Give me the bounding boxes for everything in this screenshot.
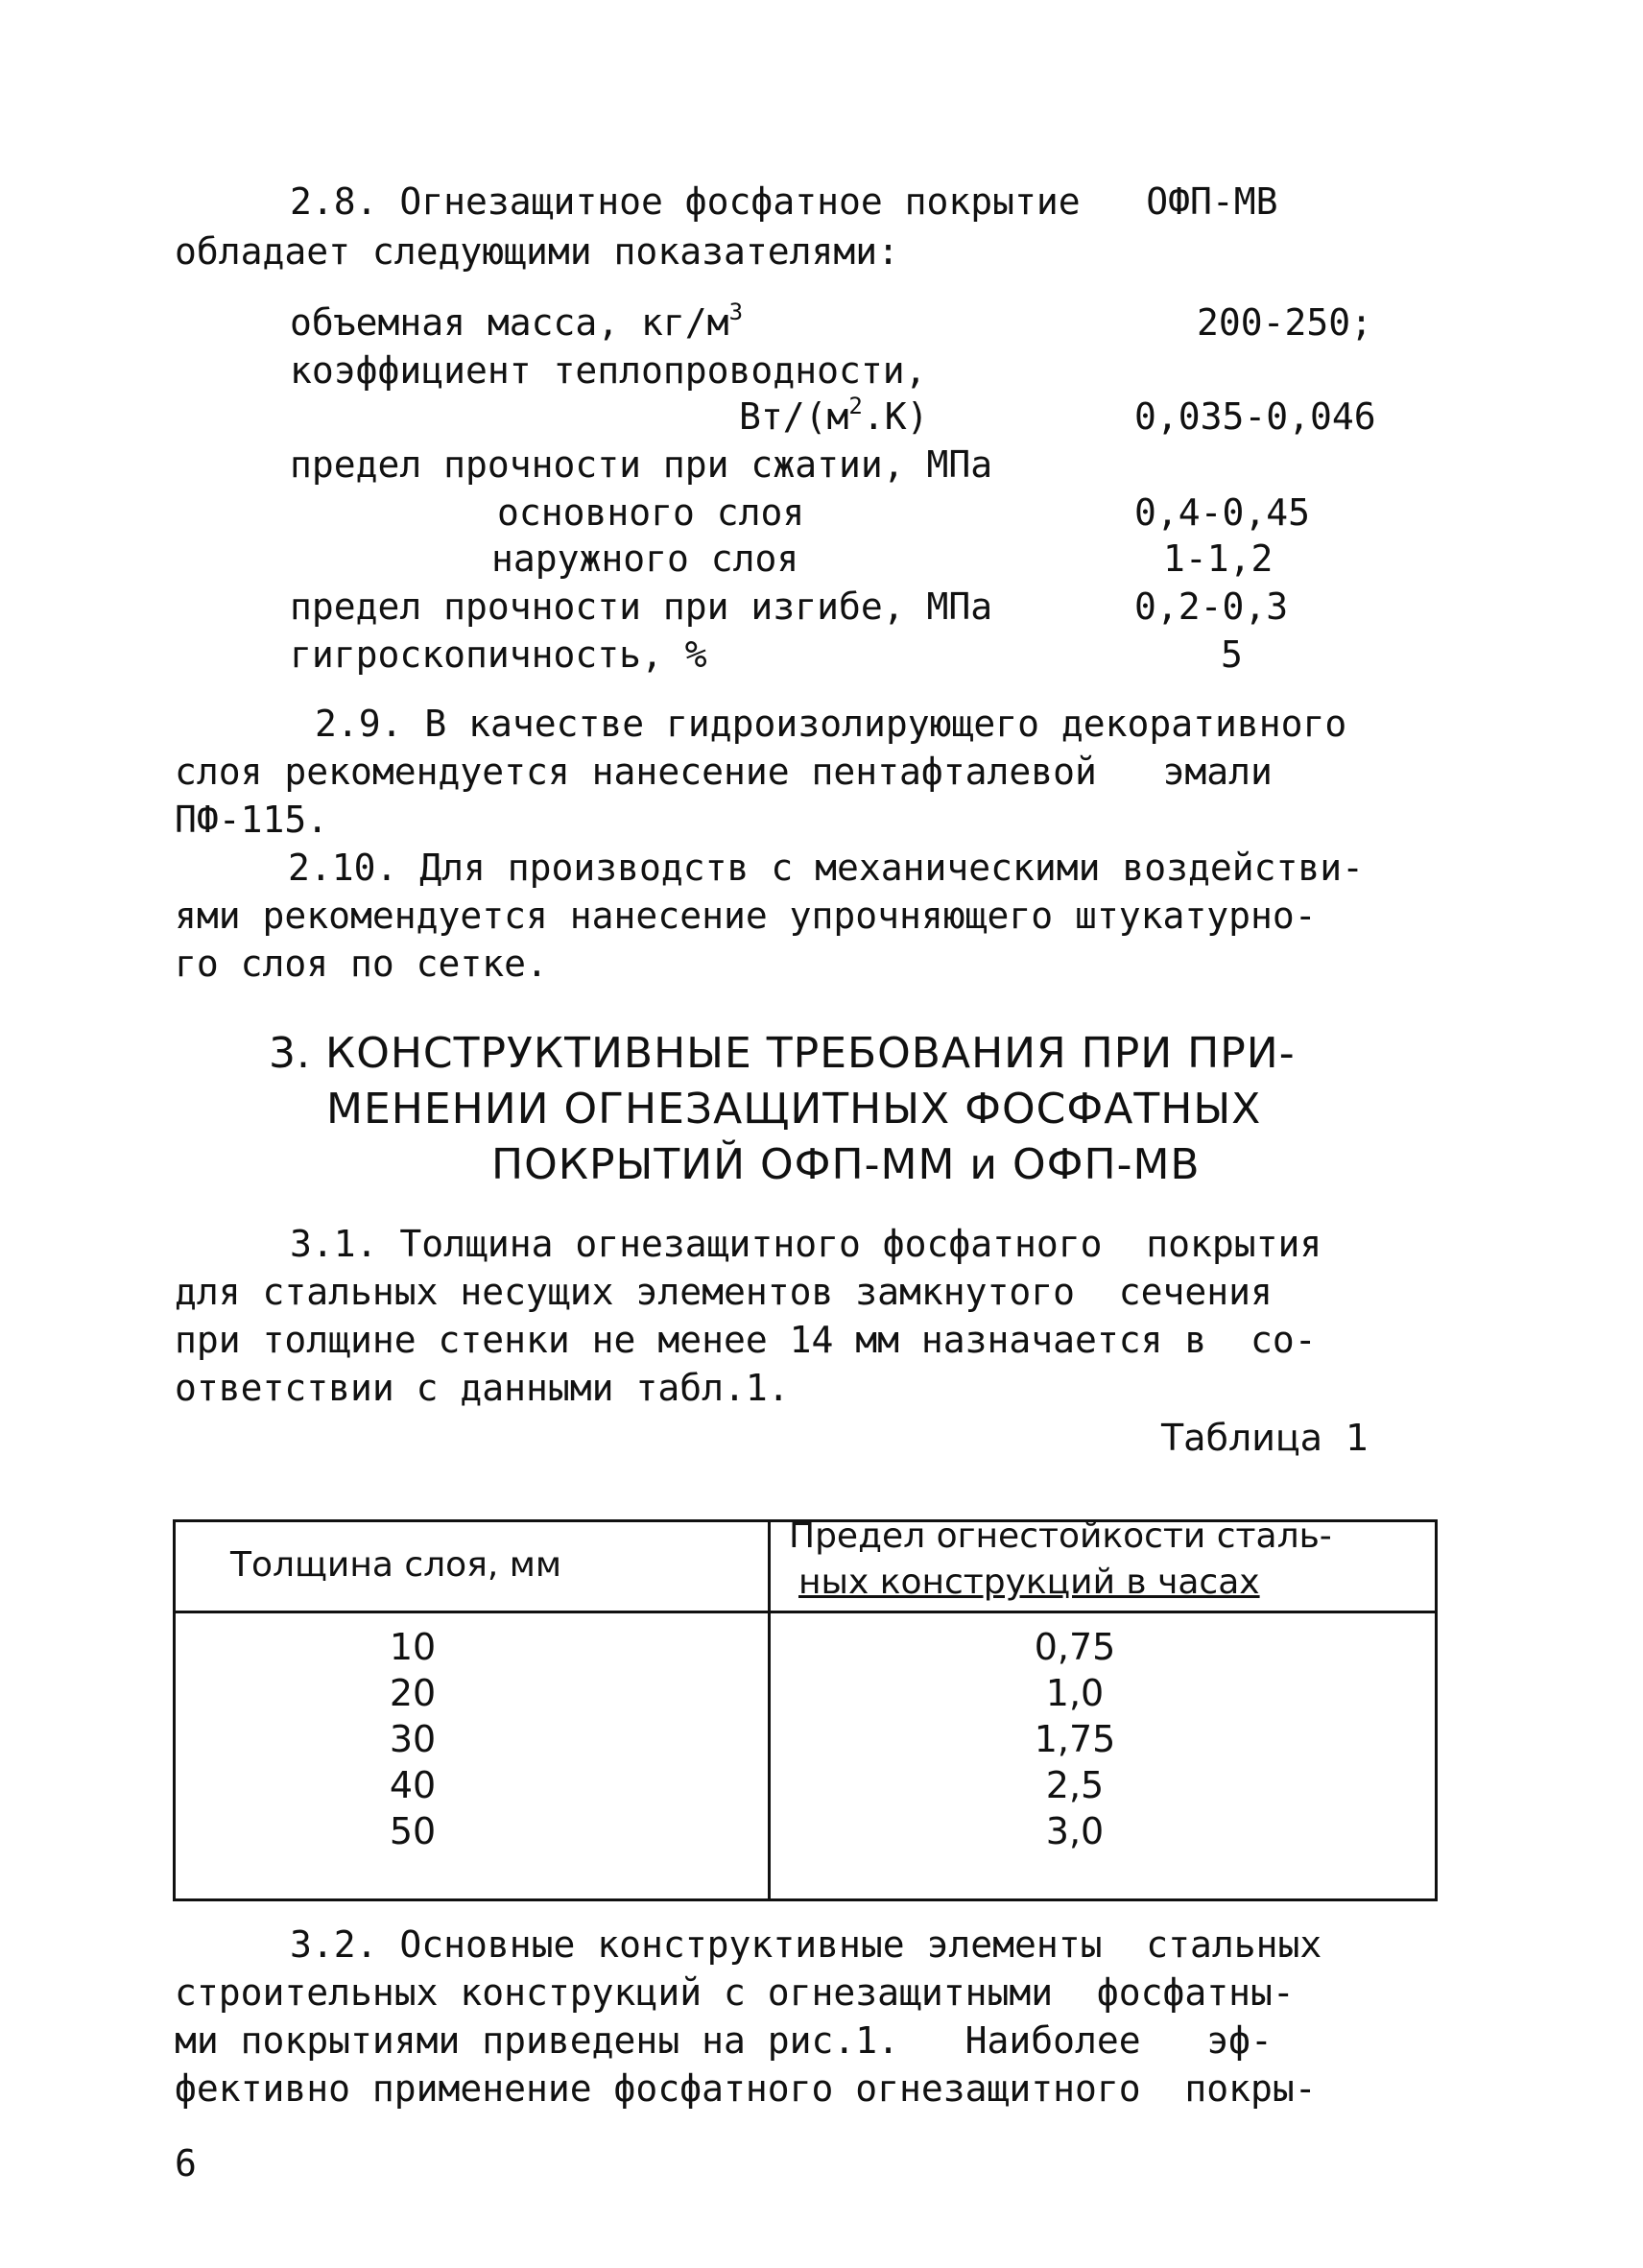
p2-9-line3: ПФ-115. [175,799,329,841]
property-hygroscopicity-value: 5 [1221,633,1243,676]
property-density-label: объемная масса, $кг/м^3$ [290,298,744,344]
table-cell-thickness: 20 [389,1672,437,1714]
p3-2-line4: фективно применение фосфатного огнезащитного покры- [175,2067,1317,2110]
p3-1-line4: ответствии с данными табл.1. [175,1367,790,1409]
p2-8-line1: 2.8. Огнезащитное фосфатное покрытие ОФП-МВ [290,180,1278,223]
p2-10-line1: 2.10. Для производств с механическими воздействи- [288,847,1365,889]
table-cell-fire-resistance: 0,75 [1034,1626,1116,1668]
property-conductivity-value: 0,035-0,046 [1134,395,1376,438]
section-3-heading-line1: 3. КОНСТРУКТИВНЫЕ ТРЕБОВАНИЯ ПРИ ПРИ- [269,1029,1296,1078]
p2-10-line2: ями рекомендуется нанесение упрочняющего штукатурно- [175,895,1317,937]
table-cell-thickness: 40 [389,1764,437,1806]
table-cell-thickness: 30 [389,1718,437,1760]
property-bending-value: 0,2-0,3 [1134,585,1289,628]
property-density-value: 200-250; [1196,301,1372,344]
table-cell-fire-resistance: 3,0 [1045,1810,1105,1852]
p2-8-line2: обладает следующими показателями: [175,230,899,273]
table-cell-fire-resistance: 1,75 [1034,1718,1116,1760]
property-outer-layer-value: 1-1,2 [1163,537,1274,580]
property-base-layer-label: основного слоя [497,491,805,534]
p3-2-line2: строительных конструкций с огнезащитными фосфатны- [175,1971,1295,2014]
table-column-divider [768,1519,771,1901]
p3-2-line3: ми покрытиями приведены на рис.1. Наиболее эф- [175,2019,1273,2062]
section-3-heading-line2: МЕНЕНИИ ОГНЕЗАЩИТНЫХ ФОСФАТНЫХ [326,1085,1262,1134]
table-cell-thickness: 50 [389,1810,437,1852]
p3-1-line3: при толщине стенки не менее 14 мм назначается в со- [175,1319,1317,1361]
p3-1-line2: для стальных несущих элементов замкнутого сечения [175,1271,1273,1313]
table-cell-fire-resistance: 1,0 [1045,1672,1105,1714]
table-header-fire-resistance-line1: Предел огнестойкости сталь- [789,1516,1332,1556]
property-base-layer-value: 0,4-0,45 [1134,491,1311,534]
table-cell-fire-resistance: 2,5 [1045,1764,1105,1806]
property-outer-layer-label: наружного слоя [491,537,799,580]
table-header-fire-resistance-line2: ных конструкций в часах [798,1563,1260,1602]
table-cell-thickness: 10 [389,1626,437,1668]
page-number: 6 [175,2142,197,2184]
section-3-heading-line3: ПОКРЫТИЙ ОФП-ММ и ОФП-МВ [491,1140,1201,1189]
p3-1-line1: 3.1. Толщина огнезащитного фосфатного покрытия [290,1223,1322,1265]
property-conductivity-unit: $Вт/(м^2.К)$ [739,393,929,438]
table-header-divider [173,1611,1438,1613]
p2-9-line1: 2.9. В качестве гидроизолирующего декоративного [315,703,1347,745]
property-conductivity-label: коэффициент теплопроводности, [290,349,927,392]
property-compression-label: предел прочности при сжатии, МПа [290,443,993,486]
property-hygroscopicity-label: гигроскопичность, % [290,633,707,676]
property-bending-label: предел прочности при изгибе, МПа [290,585,993,628]
p2-9-line2: слоя рекомендуется нанесение пентафталевой эмали [175,751,1273,793]
p2-10-line3: го слоя по сетке. [175,943,548,985]
table-header-thickness: Толщина слоя, мм [230,1545,562,1585]
table-caption: Таблица 1 [1161,1417,1369,1459]
p3-2-line1: 3.2. Основные конструктивные элементы стальных [290,1923,1322,1966]
